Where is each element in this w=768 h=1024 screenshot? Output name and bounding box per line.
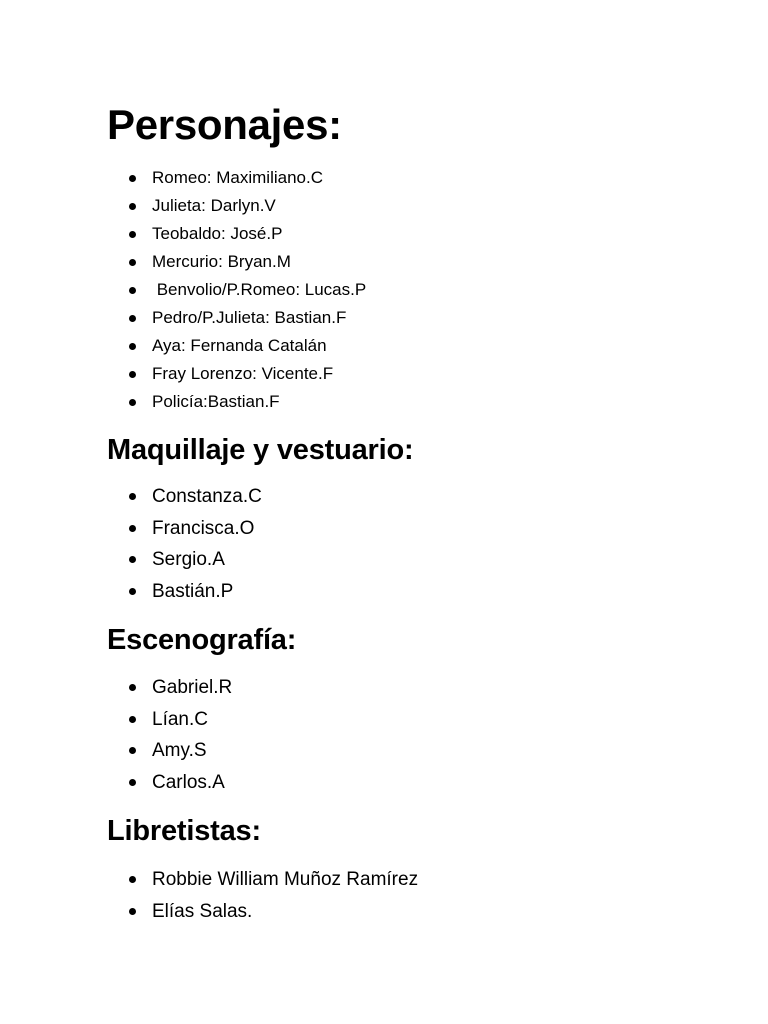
list-item-text: Benvolio/P.Romeo: Lucas.P — [152, 280, 367, 299]
list-item-text: Constanza.C — [152, 486, 262, 507]
bullet-icon — [129, 747, 136, 754]
section-title-maquillaje: Maquillaje y vestuario: — [107, 434, 414, 466]
list-item — [0, 332, 366, 360]
list-item — [0, 192, 366, 220]
bullet-icon — [129, 399, 136, 406]
bullet-icon — [129, 343, 136, 350]
bullet-icon — [129, 287, 136, 294]
list-item — [0, 220, 366, 248]
section-title-personajes: Personajes: — [107, 101, 342, 148]
list-item-text: Pedro/P.Julieta: Bastian.F — [152, 308, 347, 327]
bullet-icon — [129, 203, 136, 210]
section-title-libretistas: Libretistas: — [107, 815, 261, 847]
list-item-text: Policía:Bastian.F — [152, 392, 280, 411]
bullet-icon — [129, 876, 136, 883]
bullet-icon — [129, 315, 136, 322]
list-item-text: Lían.C — [152, 708, 208, 730]
list-item-text: Carlos.A — [152, 771, 225, 793]
list-item — [0, 864, 418, 896]
list-item-text: Bastián.P — [152, 580, 234, 602]
list-item-text: Aya: Fernanda Catalán — [152, 336, 327, 355]
list-item — [0, 248, 366, 276]
list-item-text: Gabriel.R — [152, 677, 233, 698]
bullet-icon — [129, 231, 136, 238]
bullet-icon — [129, 716, 136, 723]
list-item — [0, 896, 418, 928]
list-item — [0, 544, 262, 576]
cast-list — [0, 164, 366, 416]
set-design-list — [0, 672, 232, 798]
list-item — [0, 276, 366, 304]
list-item-text: Francisca.O — [152, 517, 255, 539]
bullet-icon — [129, 588, 136, 595]
bullet-icon — [129, 371, 136, 378]
bullet-icon — [129, 175, 136, 182]
list-item-text: Julieta: Darlyn.V — [152, 196, 276, 215]
list-item-text: Amy.S — [152, 740, 207, 761]
bullet-icon — [129, 556, 136, 563]
list-item-text: Mercurio: Bryan.M — [152, 252, 291, 271]
list-item-text: Teobaldo: José.P — [152, 224, 283, 243]
list-item-text: Fray Lorenzo: Vicente.F — [152, 364, 334, 383]
list-item — [0, 735, 232, 767]
list-item — [0, 388, 366, 416]
makeup-costume-list — [0, 481, 262, 607]
bullet-icon — [129, 908, 136, 915]
list-item — [0, 513, 262, 545]
list-item-text: Sergio.A — [152, 549, 225, 570]
list-item-text: Robbie William Muñoz Ramírez — [152, 869, 419, 890]
bullet-icon — [129, 525, 136, 532]
list-item — [0, 304, 366, 332]
bullet-icon — [129, 493, 136, 500]
list-item — [0, 704, 232, 736]
bullet-icon — [129, 684, 136, 691]
list-item-text: Elías Salas. — [152, 900, 253, 922]
section-title-escenografia: Escenografía: — [107, 624, 297, 656]
list-item-text: Romeo: Maximiliano.C — [152, 168, 323, 187]
list-item — [0, 481, 262, 513]
bullet-icon — [129, 259, 136, 266]
list-item — [0, 164, 366, 192]
scriptwriters-list — [0, 864, 418, 927]
bullet-icon — [129, 779, 136, 786]
list-item — [0, 672, 232, 704]
list-item — [0, 360, 366, 388]
list-item — [0, 576, 262, 608]
list-item — [0, 767, 232, 799]
